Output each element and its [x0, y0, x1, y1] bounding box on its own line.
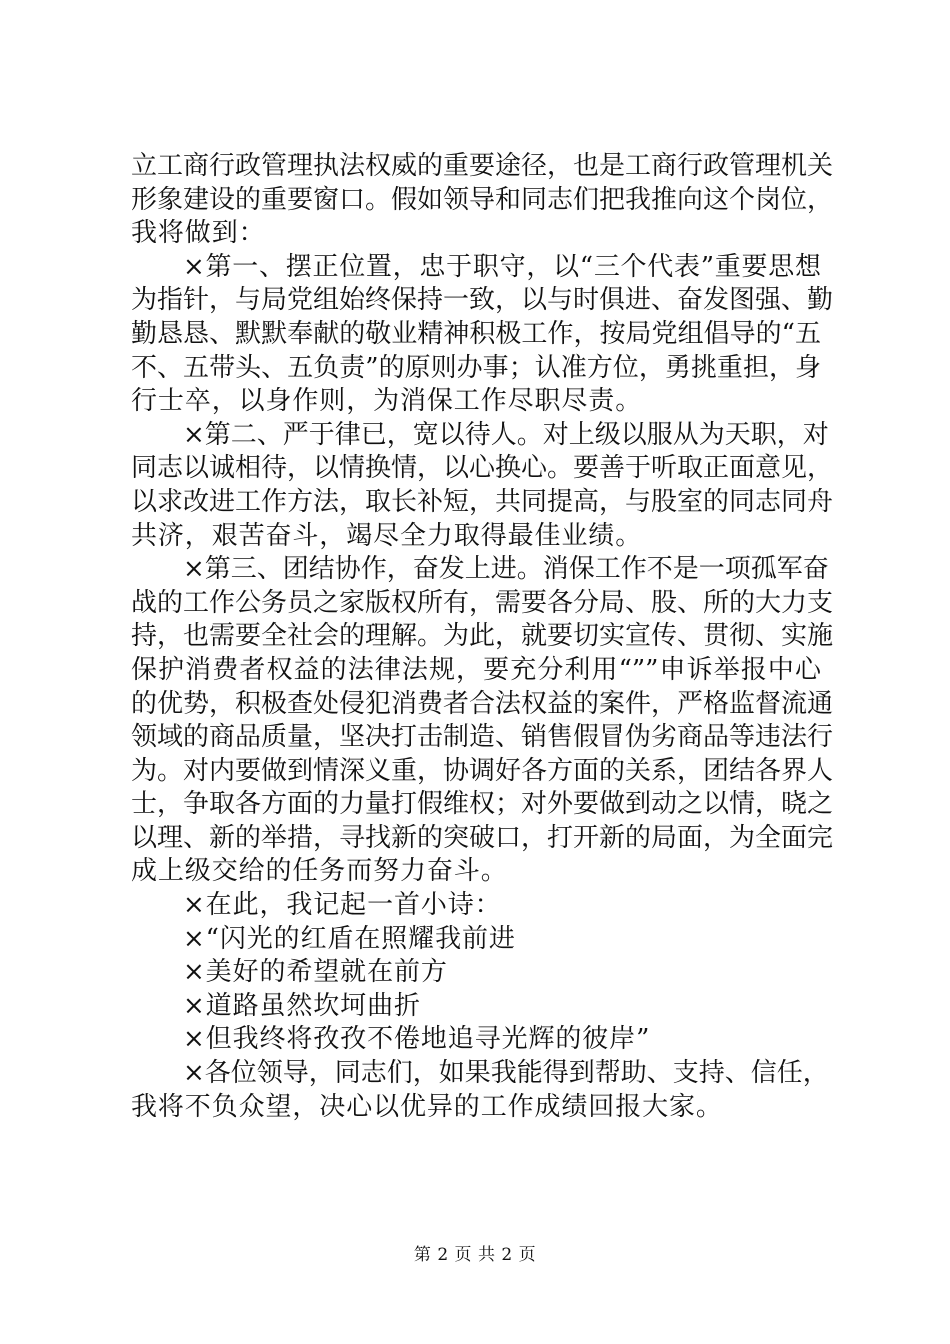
text-line: ×各位领导，同志们，如果我能得到帮助、支持、信任，: [183, 1058, 829, 1089]
text-line: 持，也需要全社会的理解。为此，就要切实宣传、贯彻、实施: [131, 621, 834, 652]
text-line: 我将不负众望，决心以优异的工作成绩回报大家。: [131, 1091, 723, 1122]
text-line: 共济，艰苦奋斗，竭尽全力取得最佳业绩。: [131, 520, 643, 551]
text-line: 士，争取各方面的力量打假维权；对外要做到动之以情，晓之: [131, 789, 834, 820]
text-line: 立工商行政管理执法权威的重要途径，也是工商行政管理机关: [131, 151, 834, 181]
text-line: 同志以诚相待，以情换情，以心换心。要善于听取正面意见，: [131, 453, 834, 484]
text-line: 形象建设的重要窗口。假如领导和同志们把我推向这个岗位，: [131, 184, 834, 215]
text-line: 领域的商品质量，坚决打击制造、销售假冒伪劣商品等违法行: [131, 722, 834, 753]
text-line: 勤恳恳、默默奉献的敬业精神积极工作，按局党组倡导的“五: [131, 318, 821, 349]
text-line: 为。对内要做到情深义重，协调好各方面的关系，团结各界人: [131, 755, 834, 786]
text-line: 以求改进工作方法，取长补短，共同提高，与股室的同志同舟: [131, 486, 834, 517]
text-line: 成上级交给的任务而努力奋斗。: [131, 856, 508, 887]
text-line: ×但我终将孜孜不倦地追寻光辉的彼岸”: [183, 1024, 651, 1055]
text-line: ×第二、严于律已，宽以待人。对上级以服从为天职，对: [183, 419, 829, 450]
text-line: 行士卒，以身作则，为消保工作尽职尽责。: [131, 386, 643, 417]
text-line: ×美好的希望就在前方: [183, 957, 448, 988]
document-body: [131, 150, 834, 1124]
text-line: 战的工作公务员之家版权所有，需要各分局、股、所的大力支: [131, 587, 834, 618]
text-line: 保护消费者权益的法律法规，要充分利用“””申诉举报中心: [131, 654, 821, 685]
text-line: 我将做到：: [131, 218, 266, 249]
page-number-footer: 第 2 页 共 2 页: [413, 1245, 537, 1265]
text-line: ×第三、团结协作，奋发上进。消保工作不是一项孤军奋: [183, 554, 829, 585]
text-line: 的优势，积极查处侵犯消费者合法权益的案件，严格监督流通: [131, 688, 834, 719]
text-line: ×第一、摆正位置，忠于职守，以“三个代表”重要思想: [183, 251, 821, 282]
text-line: ×在此，我记起一首小诗：: [183, 890, 502, 921]
text-line: 为指针，与局党组始终保持一致，以与时俱进、奋发图强、勤: [131, 285, 834, 316]
text-line: 不、五带头、五负责”的原则办事；认准方位，勇挑重担，身: [131, 352, 821, 383]
text-line: ×“闪光的红盾在照耀我前进: [183, 923, 516, 954]
text-line: 以理、新的举措，寻找新的突破口，打开新的局面，为全面完: [131, 822, 834, 853]
text-line: ×道路虽然坎坷曲折: [183, 990, 421, 1021]
